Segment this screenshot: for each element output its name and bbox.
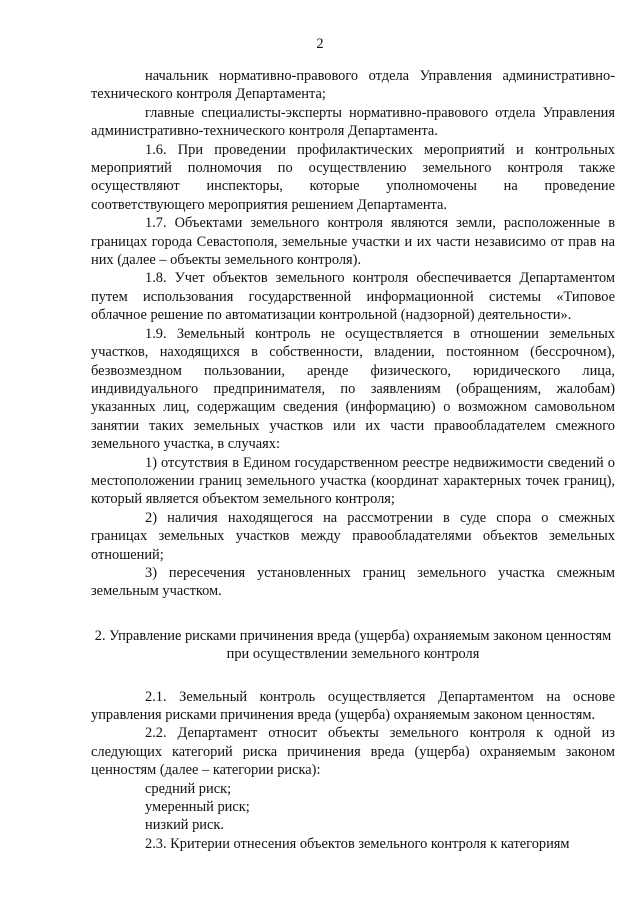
risk-category-medium: средний риск;	[145, 780, 232, 797]
risk-category-low: низкий риск.	[145, 817, 224, 834]
paragraph-1-8: 1.8. Учет объектов земельного контроля обеспечивается Департаментом путем использования государственной информационной системы «Типовое облачное решение по автоматизации контрольной (надзорной) деятельности».	[91, 270, 615, 324]
paragraph-1-7: 1.7. Объектами земельного контроля являются земли, расположенные в границах города Севастополя, земельные участки и их части независимо от прав на них (далее – объекты земельного контроля).	[91, 215, 615, 269]
paragraph-staff-experts: главные специалисты-эксперты нормативно-правового отдела Управления административно-технического контроля Департамента.	[91, 104, 615, 140]
section-heading: 2. Управление рисками причинения вреда (ущерба) охраняемым законом ценностям при осуществлении земельного контроля	[94, 627, 612, 663]
paragraph-staff-head: начальник нормативно-правового отдела Управления административно-технического контроля Департамента;	[91, 68, 615, 103]
paragraph-2-3: 2.3. Критерии отнесения объектов земельного контроля к категориям	[145, 835, 570, 852]
paragraph-2-2: 2.2. Департамент относит объекты земельного контроля к одной из следующих категорий риска причинения вреда (ущерба) охраняемым законом ценностям (далее – категории риска):	[91, 725, 615, 779]
risk-category-moderate: умеренный риск;	[145, 799, 250, 816]
list-item-3: 3) пересечения установленных границ земельного участка смежным земельным участком.	[91, 564, 615, 600]
list-item-2: 2) наличия находящегося на рассмотрении в суде спора о смежных границах земельных участков между правообладателями объектов земельных отношений;	[91, 509, 615, 563]
paragraph-1-6: 1.6. При проведении профилактических мероприятий и контрольных мероприятий полномочия по осуществлению земельного контроля также осуществляют инспекторы, которые уполномочены на проведение соответствующего мероприятия решением Департамента.	[91, 141, 615, 213]
paragraph-1-9: 1.9. Земельный контроль не осуществляется в отношении земельных участков, находящихся в собственности, владении, постоянном (бессрочном), безвозмездном пользовании, аренде физического, юридического лица, индивидуального предпринимателя, по заявлениям (обращениям, жалобам) указанных лиц, содержащим сведения (информацию) о возможном самовольном занятии таких земельных участков или их части правообладателем смежного земельного участка, в случаях:	[91, 325, 615, 453]
page-number: 2	[316, 36, 324, 52]
paragraph-2-1: 2.1. Земельный контроль осуществляется Департаментом на основе управления рисками причинения вреда (ущерба) охраняемым законом ценностям.	[91, 688, 615, 723]
document-body	[91, 67, 615, 853]
list-item-1: 1) отсутствия в Едином государственном реестре недвижимости сведений о местоположении границ земельного участка (координат характерных точек границ), который является объектом земельного контроля;	[91, 454, 615, 508]
